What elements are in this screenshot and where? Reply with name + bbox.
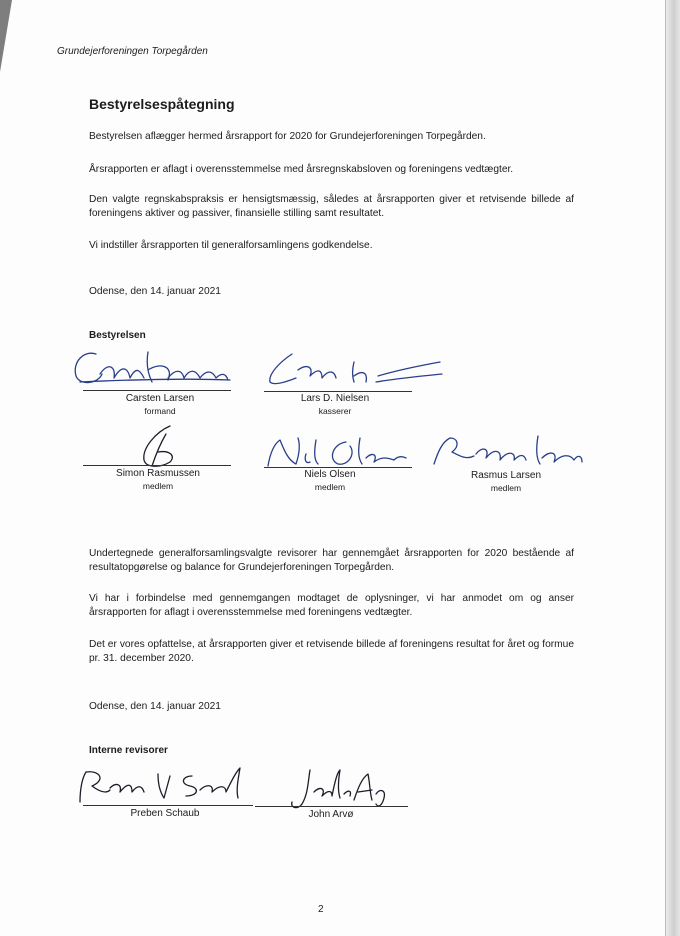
signer-name: John Arvø <box>308 809 354 820</box>
signer-role: formand <box>144 406 176 416</box>
signer-role: medlem <box>490 483 522 493</box>
signature-lars-d-nielsen <box>258 348 448 392</box>
signature-line-carsten-larsen <box>83 390 231 391</box>
signer-rasmus-larsen <box>442 470 570 495</box>
signer-role: medlem <box>314 482 346 492</box>
scan-folded-corner <box>0 0 12 72</box>
signer-simon-rasmussen <box>96 468 220 493</box>
statement-place-date: Odense, den 14. januar 2021 <box>89 286 221 297</box>
signer-carsten-larsen <box>100 393 220 418</box>
signer-name: Rasmus Larsen <box>470 470 542 481</box>
scan-right-edge <box>666 0 680 936</box>
signature-line-niels-olsen <box>264 467 412 468</box>
statement-paragraph-4: Vi indstiller årsrapporten til generalforsamlingens godkendelse. <box>89 240 373 251</box>
signature-line-lars-d-nielsen <box>264 391 412 392</box>
statement-paragraph-2: Årsrapporten er aflagt i overensstemmelse med årsregnskabsloven og foreningens vedtægter. <box>89 164 514 175</box>
board-label: Bestyrelsen <box>89 330 146 341</box>
statement-paragraph-3: Den valgte regnskabspraksis er hensigtsmæssig, således at årsrapporten giver et retvisende billede af foreningens aktiver og passiver, finansielle stilling samt resultatet. <box>89 194 574 219</box>
signer-role: kasserer <box>318 406 352 416</box>
header-title: Grundejerforeningen Torpegården <box>57 46 208 57</box>
auditors-paragraph-3: Det er vores opfattelse, at årsrapporten giver et retvisende billede af foreningens resultat for året og formue pr. 31. december 2020. <box>89 639 574 664</box>
signature-line-simon-rasmussen <box>83 465 231 466</box>
signer-niels-olsen <box>270 469 390 494</box>
signature-line-preben-schaub <box>83 805 253 806</box>
statement-paragraph-1: Bestyrelsen aflægger hermed årsrapport for 2020 for Grundejerforeningen Torpegården. <box>89 131 486 142</box>
page-heading: Bestyrelsespåtegning <box>89 96 235 112</box>
signer-name: Simon Rasmussen <box>116 468 200 479</box>
auditors-paragraph-1: Undertegnede generalforsamlingsvalgte revisorer har gennemgået årsrapporten for 2020 bestående af resultatopgørelse og balance for Grundejerforeningen Torpegården. <box>89 548 574 573</box>
signer-role: medlem <box>142 481 174 491</box>
signature-carsten-larsen <box>64 344 234 394</box>
auditors-label: Interne revisorer <box>89 745 168 756</box>
signer-name: Preben Schaub <box>130 808 200 819</box>
auditors-place-date: Odense, den 14. januar 2021 <box>89 701 221 712</box>
auditors-paragraph-2: Vi har i forbindelse med gennemgangen modtaget de oplysninger, vi har anmodet om og anser årsrapporten for aflagt i overensstemmelse med foreningens vedtægter. <box>89 593 574 618</box>
signer-name: Carsten Larsen <box>125 393 195 404</box>
signature-line-john-arvo <box>255 806 408 807</box>
signer-name: Lars D. Nielsen <box>300 393 370 404</box>
signer-john-arvo <box>276 809 386 821</box>
signer-preben-schaub <box>100 808 230 820</box>
signature-rasmus-larsen <box>424 430 586 474</box>
signer-name: Niels Olsen <box>304 469 356 480</box>
page-number: 2 <box>318 904 324 915</box>
signer-lars-d-nielsen <box>270 393 400 418</box>
